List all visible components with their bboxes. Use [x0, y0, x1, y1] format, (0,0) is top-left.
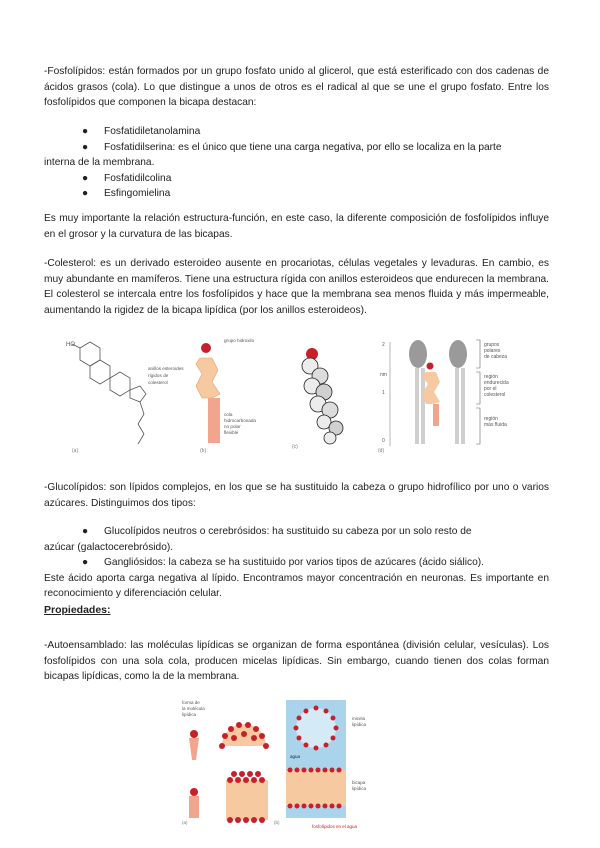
panel-b-label: (b) [274, 820, 280, 825]
list-item: ● Gangliósidos: la cabeza se ha sustituido por varios tipos de azúcares (ácido siálico). [44, 555, 549, 571]
figure-label-line: lipídica [352, 722, 367, 727]
panel-b-label-line: cola [224, 412, 233, 417]
figure-label-line: micela [352, 716, 366, 721]
right-label-line: grupos [484, 342, 500, 348]
bullet-icon: ● [82, 172, 89, 184]
panel-d-label: (d) [378, 448, 385, 454]
steroid-rings-drawing [196, 358, 220, 398]
region-brackets [476, 340, 480, 444]
space-filling-model-drawing [302, 348, 343, 444]
colesterol-paragraph: -Colesterol: es un derivado esteroideo ausente en procariotas, células vegetales y levaduras. En cambio, es muy abundante en mamíferos. Tiene una estructura rígida con anillos esteroideos que endurecen la membrana. El colesterol se intercala entre los fosfolípidos y hace que la membrana sea menos fluida y más impermeable, aumentando la rigidez de la bicapa lipídica (por los anillos esteroideos). [44, 258, 549, 316]
bullet-icon: ● [82, 126, 89, 137]
list-item: ● Fosfatidiletanolamina [44, 124, 549, 140]
axis-tick: 1 [382, 390, 385, 396]
micelle-drawing [219, 722, 269, 749]
figure-label-line: forma de [182, 700, 200, 705]
panel-b-label-line: colesterol [148, 380, 168, 385]
bullet-icon: ● [82, 526, 89, 537]
list-item: ● Fosfatidilserina: es el único que tiene una carga negativa, por ello se localiza en la parte [44, 140, 549, 156]
right-label-line: región [484, 374, 498, 380]
bilayer-block-drawing [226, 771, 268, 823]
panel-b-label-line: no polar [224, 424, 241, 429]
cholesterol-figure [60, 336, 550, 456]
right-label-line: región [484, 416, 498, 422]
figure-caption: fosfolípidos en el agua [312, 824, 358, 829]
figure-label-line: lipídica [182, 712, 197, 717]
panel-b-label-line: grupo hidroxilo [224, 338, 255, 343]
axis-tick: 0 [382, 438, 385, 444]
axis-unit: nm [380, 372, 387, 378]
right-label-line: endurecida [484, 380, 509, 386]
hydroxyl-group-drawing [201, 343, 211, 353]
autoensamblado-paragraph: -Autoensamblado: las moléculas lipídicas se organizan de forma espontánea (división celular, vesículas). Los fosfolípidos con una sola cola, producen micelas lipídicas. Sin embargo, cuando tienen dos colas forman bicapas lipídicas, como la de la membrana. [44, 640, 549, 682]
propiedades-heading: Propiedades: [44, 604, 111, 616]
micelle-bilayer-figure [178, 698, 398, 830]
list-item-continuation: azúcar (galactocerebrósido). [44, 541, 174, 553]
relacion-paragraph: Es muy importante la relación estructura-función, en este caso, la diferente composición de fosfolípidos influye en el grosor y la curvatura de las bicapas. [44, 213, 549, 240]
figure-label-line: lipídica [352, 786, 367, 791]
bilayer-in-water-drawing [286, 768, 346, 809]
glucolipidos-list [44, 524, 549, 602]
glucolipidos-intro: -Glucolípidos: son lípidos complejos, en los que se ha sustituido la cabeza o grupo hidrofílico por uno o varios azúcares. Distinguimos dos tipos: [44, 482, 549, 509]
panel-b-label-line: anillos esteroides [148, 366, 184, 371]
right-label-line: más fluida [484, 422, 507, 428]
bullet-icon: ● [82, 557, 89, 568]
axis-tick: 2 [382, 342, 385, 348]
panel-a-label: (a) [182, 820, 188, 825]
water-label: agua [290, 754, 301, 759]
list-item-continuation: interna de la membrana. [44, 157, 155, 168]
right-label-line: de cabeza [484, 354, 508, 360]
bullet-icon: ● [82, 141, 89, 153]
list-item-continuation: Este ácido aporta carga negativa al lípido. Encontramos mayor concentración en neuronas. Es importante en reconocimiento y diferenciación celular. [44, 572, 549, 599]
panel-a-label: (a) [72, 448, 79, 454]
hydrocarbon-tail-drawing [208, 398, 220, 443]
right-label-line: colesterol [484, 392, 506, 398]
bilayer-cholesterol-drawing [409, 340, 467, 444]
bullet-icon: ● [82, 188, 89, 199]
skeletal-formula-drawing [72, 342, 146, 444]
right-label-line: por el [484, 386, 497, 392]
panel-b-label-line: rígidos de [148, 373, 169, 378]
two-tail-lipid-drawing [189, 788, 199, 818]
right-label-line: polares [484, 348, 501, 354]
list-item: ● Fosfatidilcolina [44, 171, 549, 187]
figure-label-line: bicapa [352, 780, 366, 785]
panel-c-label: (c) [292, 444, 298, 450]
panel-b-label: (b) [200, 448, 207, 454]
panel-b-label-line: flexible [224, 430, 239, 435]
skeletal-ho-label: HO [66, 342, 75, 348]
list-item: ● Esfingomielina [44, 186, 549, 202]
panel-b-label-line: hidrocarbonada [224, 418, 256, 423]
fosfolipidos-list [44, 124, 549, 202]
figure-label-line: la molécula [182, 706, 205, 711]
fosfolipidos-intro: -Fosfolípidos: están formados por un grupo fosfato unido al glicerol, que está esterificado con dos cadenas de ácidos grasos (cola). Lo que distingue a unos de otros es el radical al que se une el grupo fosfato. Entre los fosfolípidos que componen la bicapa destacan: [44, 66, 549, 108]
list-item: ● Glucolípidos neutros o cerebrósidos: ha sustituido su cabeza por un solo resto de [44, 524, 549, 540]
single-tail-lipid-drawing [189, 730, 199, 760]
